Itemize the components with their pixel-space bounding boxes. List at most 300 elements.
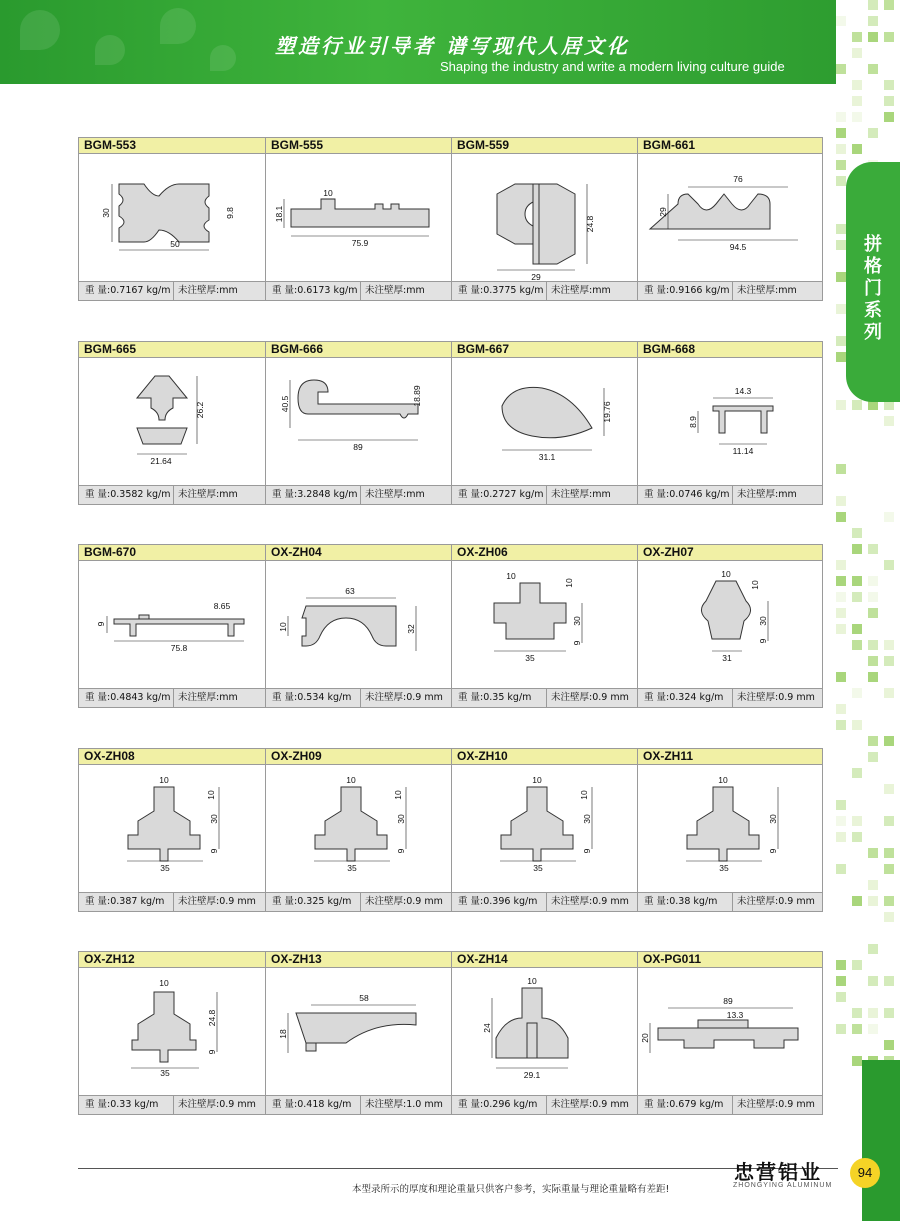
profile-cell — [265, 137, 451, 301]
mosaic-tile — [836, 496, 846, 506]
dimension-label: 10 — [750, 580, 760, 590]
dimension-label: 21.64 — [150, 456, 172, 466]
spec-divider — [546, 486, 547, 505]
thickness-label: 未注壁厚: — [178, 896, 220, 907]
profile-row — [78, 341, 823, 505]
dimension-label: 29.1 — [523, 1070, 541, 1080]
dimension-label: 29 — [531, 272, 541, 281]
profile-drawing — [79, 765, 265, 892]
profile-diagram — [452, 968, 638, 1095]
dimension-label: 10 — [579, 790, 589, 800]
weight-number: 0.325 kg/m — [297, 896, 352, 907]
mosaic-tile — [884, 688, 894, 698]
weight-number: 0.38 kg/m — [669, 896, 718, 907]
thickness-label: 未注壁厚: — [365, 489, 407, 500]
weight-label: 重 量: — [85, 896, 111, 907]
dimension-label: 30 — [396, 814, 406, 824]
mosaic-tile — [836, 16, 846, 26]
weight-value — [85, 689, 170, 707]
wall-thickness — [365, 282, 425, 300]
dimension-label: 30 — [758, 616, 768, 626]
weight-number: 0.33 kg/m — [110, 1099, 159, 1110]
profile-drawing — [79, 358, 265, 485]
dimension-label: 10 — [278, 622, 288, 632]
thickness-number: 0.9 mm — [778, 1099, 815, 1110]
mosaic-tile — [836, 304, 846, 314]
profile-code: OX-ZH14 — [452, 951, 637, 968]
thickness-label: 未注壁厚: — [551, 896, 593, 907]
spec-divider — [546, 689, 547, 708]
wall-thickness — [737, 282, 797, 300]
profile-shape — [658, 1020, 798, 1048]
thickness-label: 未注壁厚: — [737, 489, 779, 500]
spec-divider — [173, 282, 174, 301]
dimension-label: 94.5 — [729, 242, 747, 252]
mosaic-tile — [852, 1056, 862, 1066]
thickness-label: 未注壁厚: — [178, 692, 220, 703]
profile-drawing — [79, 561, 265, 688]
mosaic-tile — [868, 848, 878, 858]
profile-code: BGM-665 — [79, 341, 265, 358]
weight-label: 重 量: — [644, 1099, 670, 1110]
weight-label: 重 量: — [644, 692, 670, 703]
profile-shape — [496, 988, 568, 1058]
dimension-label: 26.2 — [195, 401, 205, 419]
profile-cell — [451, 137, 637, 301]
dimension-label: 10 — [718, 775, 728, 785]
weight-number: 0.0746 kg/m — [669, 489, 730, 500]
weight-label: 重 量: — [272, 1099, 298, 1110]
mosaic-tile — [884, 816, 894, 826]
mosaic-tile — [836, 240, 846, 250]
profile-shape — [298, 380, 418, 418]
dimension-label: 29 — [658, 207, 668, 217]
dimension-label: 30 — [101, 208, 111, 218]
spec-divider — [732, 282, 733, 301]
profile-drawing — [266, 765, 451, 892]
profile-row — [78, 748, 823, 912]
wall-thickness — [551, 689, 629, 707]
thickness-number: 0.9 mm — [406, 896, 443, 907]
mosaic-tile — [884, 112, 894, 122]
thickness-number: mm — [778, 285, 797, 296]
dimension-label: 11.14 — [732, 446, 754, 456]
dimension-label: 8.9 — [688, 416, 698, 428]
mosaic-tile — [868, 752, 878, 762]
weight-value — [272, 893, 351, 911]
wall-thickness — [551, 282, 611, 300]
mosaic-tile — [852, 48, 862, 58]
profile-specs — [452, 892, 637, 912]
profile-code: OX-ZH12 — [79, 951, 265, 968]
dimension-label: 10 — [527, 976, 537, 986]
thickness-number: 0.9 mm — [219, 1099, 256, 1110]
profile-specs — [79, 1095, 265, 1115]
mosaic-tile — [852, 400, 862, 410]
thickness-number: mm — [592, 285, 611, 296]
profile-cell — [637, 137, 823, 301]
weight-value — [272, 282, 357, 300]
mosaic-tile — [868, 736, 878, 746]
profile-diagram — [638, 358, 824, 485]
mosaic-tile — [836, 976, 846, 986]
mosaic-tile — [868, 880, 878, 890]
profile-code: BGM-661 — [638, 137, 823, 154]
profile-diagram — [266, 561, 452, 688]
dimension-label: 30 — [768, 814, 778, 824]
leaf-decoration — [20, 10, 60, 50]
dimension-label: 30 — [572, 616, 582, 626]
weight-value — [458, 486, 543, 504]
mosaic-tile — [884, 656, 894, 666]
profile-specs — [266, 281, 451, 301]
mosaic-tile — [884, 1040, 894, 1050]
mosaic-tile — [852, 96, 862, 106]
thickness-number: mm — [778, 489, 797, 500]
profile-drawing — [266, 154, 451, 281]
weight-label: 重 量: — [272, 692, 298, 703]
profile-code: BGM-553 — [79, 137, 265, 154]
profile-cell — [451, 341, 637, 505]
mosaic-tile — [884, 864, 894, 874]
mosaic-tile — [884, 736, 894, 746]
dimension-label: 35 — [525, 653, 535, 663]
dimension-label: 10 — [532, 775, 542, 785]
mosaic-tile — [836, 352, 846, 362]
mosaic-tile — [884, 1008, 894, 1018]
wall-thickness — [365, 689, 443, 707]
profile-row — [78, 544, 823, 708]
profile-cell — [637, 544, 823, 708]
dimension-label: 9.8 — [225, 207, 235, 219]
mosaic-tile — [836, 704, 846, 714]
mosaic-tile — [836, 816, 846, 826]
profile-shape — [501, 787, 573, 861]
weight-label: 重 量: — [458, 285, 484, 296]
weight-value — [272, 689, 351, 707]
mosaic-tile — [868, 592, 878, 602]
page-number: 94 — [850, 1158, 880, 1188]
mosaic-tile — [852, 640, 862, 650]
thickness-label: 未注壁厚: — [737, 1099, 779, 1110]
weight-value — [85, 893, 164, 911]
weight-number: 0.7167 kg/m — [110, 285, 171, 296]
profile-code: BGM-668 — [638, 341, 823, 358]
dimension-label: 76 — [733, 174, 743, 184]
profile-diagram — [452, 154, 638, 281]
profile-code: OX-ZH11 — [638, 748, 823, 765]
profile-row — [78, 137, 823, 301]
mosaic-tile — [836, 592, 846, 602]
profile-diagram — [79, 154, 266, 281]
profile-drawing — [79, 154, 265, 281]
mosaic-tile — [884, 96, 894, 106]
spec-divider — [732, 689, 733, 708]
profile-specs — [266, 485, 451, 505]
profile-cell — [451, 544, 637, 708]
profile-code: OX-PG011 — [638, 951, 823, 968]
dimension-label: 10 — [206, 790, 216, 800]
profile-drawing — [452, 154, 637, 281]
weight-label: 重 量: — [85, 692, 111, 703]
weight-number: 0.2727 kg/m — [483, 489, 544, 500]
weight-number: 0.534 kg/m — [297, 692, 352, 703]
mosaic-tile — [884, 0, 894, 10]
dimension-label: 8.65 — [213, 601, 231, 611]
dimension-label: 89 — [353, 442, 363, 452]
wall-thickness — [178, 1096, 256, 1114]
mosaic-tile — [868, 0, 878, 10]
weight-value — [644, 1096, 723, 1114]
profile-specs — [638, 485, 823, 505]
brand-name: 忠营铝业 — [734, 1160, 822, 1184]
mosaic-tile — [852, 960, 862, 970]
mosaic-tile — [836, 144, 846, 154]
spec-divider — [732, 486, 733, 505]
spec-divider — [360, 1096, 361, 1115]
profile-diagram — [79, 968, 266, 1095]
weight-label: 重 量: — [272, 285, 298, 296]
dimension-label: 89 — [723, 996, 733, 1006]
mosaic-tile — [852, 720, 862, 730]
spec-divider — [173, 1096, 174, 1115]
profile-specs — [638, 688, 823, 708]
weight-number: 0.9166 kg/m — [669, 285, 730, 296]
mosaic-tile — [836, 720, 846, 730]
wall-thickness — [737, 893, 815, 911]
mosaic-tile — [852, 624, 862, 634]
mosaic-tile — [852, 688, 862, 698]
profile-drawing — [452, 765, 637, 892]
dimension-label: 58 — [359, 993, 369, 1003]
mosaic-tile — [868, 128, 878, 138]
thickness-number: 0.9 mm — [778, 896, 815, 907]
thickness-label: 未注壁厚: — [365, 1099, 407, 1110]
profile-diagram — [79, 358, 266, 485]
thickness-number: 0.9 mm — [592, 692, 629, 703]
mosaic-tile — [868, 976, 878, 986]
mosaic-tile — [836, 336, 846, 346]
profile-code: BGM-666 — [266, 341, 451, 358]
spec-divider — [546, 282, 547, 301]
profile-cell — [78, 544, 265, 708]
wall-thickness — [178, 282, 238, 300]
mosaic-tile — [868, 32, 878, 42]
profile-code: OX-ZH08 — [79, 748, 265, 765]
profile-shape — [539, 184, 575, 264]
profile-specs — [266, 892, 451, 912]
mosaic-tile — [884, 784, 894, 794]
profile-drawing — [266, 561, 451, 688]
profile-diagram — [266, 765, 452, 892]
profile-drawing — [638, 154, 823, 281]
profile-shape — [302, 606, 396, 646]
mosaic-tile — [836, 176, 846, 186]
profile-drawing — [638, 561, 823, 688]
profile-diagram — [79, 765, 266, 892]
weight-label: 重 量: — [458, 896, 484, 907]
mosaic-tile — [868, 896, 878, 906]
dimension-label: 24.8 — [207, 1009, 217, 1027]
mosaic-tile — [836, 464, 846, 474]
weight-value — [458, 893, 537, 911]
mosaic-tile — [836, 672, 846, 682]
weight-number: 0.679 kg/m — [669, 1099, 724, 1110]
category-tab-label: 拼格门系列 — [864, 234, 882, 343]
thickness-label: 未注壁厚: — [551, 1099, 593, 1110]
thickness-number: mm — [219, 285, 238, 296]
weight-value — [85, 282, 170, 300]
dimension-label: 9 — [572, 640, 582, 646]
thickness-number: mm — [406, 285, 425, 296]
mosaic-tile — [836, 112, 846, 122]
profile-drawing — [638, 765, 823, 892]
profile-drawing — [452, 968, 637, 1095]
thickness-number: 0.9 mm — [592, 1099, 629, 1110]
weight-number: 0.35 kg/m — [483, 692, 532, 703]
slogan-english: Shaping the industry and write a modern living culture guide — [440, 59, 785, 74]
dimension-label: 30 — [209, 814, 219, 824]
mosaic-tile — [852, 576, 862, 586]
mosaic-tile — [852, 768, 862, 778]
dimension-label: 9 — [96, 621, 106, 627]
thickness-label: 未注壁厚: — [737, 896, 779, 907]
profile-diagram — [638, 561, 824, 688]
thickness-label: 未注壁厚: — [365, 896, 407, 907]
profile-shape — [132, 992, 196, 1062]
profile-drawing — [638, 968, 823, 1095]
header-banner — [0, 0, 836, 84]
profile-specs — [79, 892, 265, 912]
profile-cell — [451, 748, 637, 912]
mosaic-tile — [884, 848, 894, 858]
profile-shape — [713, 406, 773, 433]
weight-number: 0.3582 kg/m — [110, 489, 171, 500]
mosaic-tile — [836, 800, 846, 810]
weight-value — [272, 1096, 351, 1114]
mosaic-tile — [836, 400, 846, 410]
mosaic-tile — [868, 544, 878, 554]
dimension-label: 40.5 — [280, 395, 290, 413]
profile-code: BGM-559 — [452, 137, 637, 154]
mosaic-tile — [852, 112, 862, 122]
profile-diagram — [79, 561, 266, 688]
profile-code: OX-ZH09 — [266, 748, 451, 765]
dimension-label: 9 — [582, 848, 592, 854]
dimension-label: 9 — [768, 848, 778, 854]
mosaic-tile — [884, 512, 894, 522]
category-tab — [846, 162, 900, 402]
weight-label: 重 量: — [272, 896, 298, 907]
dimension-label: 75.8 — [170, 643, 188, 653]
profile-shape — [291, 199, 429, 227]
thickness-label: 未注壁厚: — [551, 489, 593, 500]
profile-diagram — [638, 154, 824, 281]
brand-name-english: ZHONGYING ALUMINUM — [733, 1182, 833, 1189]
weight-number: 0.418 kg/m — [297, 1099, 352, 1110]
mosaic-tile — [836, 224, 846, 234]
mosaic-tile — [884, 416, 894, 426]
profile-drawing — [79, 968, 265, 1095]
mosaic-tile — [836, 512, 846, 522]
mosaic-tile — [868, 944, 878, 954]
dimension-label: 19.76 — [602, 401, 612, 423]
mosaic-tile — [884, 32, 894, 42]
profile-specs — [638, 281, 823, 301]
dimension-label: 35 — [719, 863, 729, 873]
spec-divider — [173, 893, 174, 912]
mosaic-tile — [852, 528, 862, 538]
mosaic-tile — [852, 896, 862, 906]
dimension-label: 10 — [564, 578, 574, 588]
thickness-number: 0.9 mm — [778, 692, 815, 703]
thickness-label: 未注壁厚: — [737, 285, 779, 296]
thickness-number: 0.9 mm — [406, 692, 443, 703]
spec-divider — [546, 1096, 547, 1115]
dimension-label: 10 — [506, 571, 516, 581]
wall-thickness — [178, 893, 256, 911]
profile-specs — [638, 1095, 823, 1115]
dimension-label: 35 — [160, 863, 170, 873]
weight-value — [644, 486, 729, 504]
mosaic-tile — [836, 1024, 846, 1034]
profile-cell — [265, 951, 451, 1115]
mosaic-tile — [836, 128, 846, 138]
weight-value — [85, 486, 170, 504]
thickness-label: 未注壁厚: — [551, 285, 593, 296]
thickness-number: mm — [406, 489, 425, 500]
wall-thickness — [737, 689, 815, 707]
profile-diagram — [266, 154, 452, 281]
dimension-label: 24 — [482, 1023, 492, 1033]
dimension-label: 10 — [346, 775, 356, 785]
profile-code: BGM-670 — [79, 544, 265, 561]
mosaic-tile — [868, 1024, 878, 1034]
weight-number: 0.296 kg/m — [483, 1099, 538, 1110]
dimension-label: 50 — [170, 239, 180, 249]
dimension-label: 10 — [159, 775, 169, 785]
spec-divider — [732, 893, 733, 912]
weight-value — [644, 689, 723, 707]
profile-cell — [78, 137, 265, 301]
profile-cell — [637, 341, 823, 505]
thickness-number: 1.0 mm — [406, 1099, 443, 1110]
wall-thickness — [365, 893, 443, 911]
wall-thickness — [365, 486, 425, 504]
dimension-label: 18.89 — [412, 385, 422, 407]
mosaic-tile — [852, 80, 862, 90]
weight-value — [272, 486, 357, 504]
mosaic-tile — [852, 832, 862, 842]
mosaic-tile — [868, 576, 878, 586]
mosaic-tile — [884, 80, 894, 90]
profile-code: BGM-555 — [266, 137, 451, 154]
thickness-label: 未注壁厚: — [365, 285, 407, 296]
dimension-label: 13.3 — [726, 1010, 744, 1020]
profile-shape — [114, 615, 244, 636]
profile-diagram — [452, 765, 638, 892]
weight-label: 重 量: — [272, 489, 298, 500]
profile-code: OX-ZH10 — [452, 748, 637, 765]
profile-diagram — [638, 765, 824, 892]
dimension-label: 35 — [347, 863, 357, 873]
profile-cell — [265, 544, 451, 708]
profile-cell — [78, 951, 265, 1115]
dimension-label: 14.3 — [734, 386, 752, 396]
weight-label: 重 量: — [458, 692, 484, 703]
profile-cell — [637, 951, 823, 1115]
mosaic-tile — [836, 960, 846, 970]
